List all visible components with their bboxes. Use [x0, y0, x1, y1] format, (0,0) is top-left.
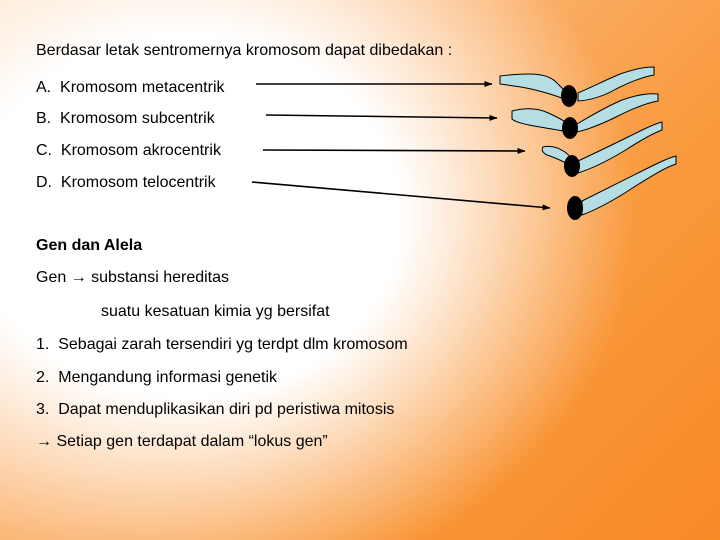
type-a-label: Kromosom metacentrik [60, 79, 225, 96]
right-arrow-icon: → [36, 433, 52, 450]
section-title: Gen dan Alela [36, 237, 143, 254]
type-c-marker: C. [36, 142, 52, 159]
pointer-line-c [263, 150, 525, 151]
intro-text: Berdasar letak sentromernya kromosom dapat dibedakan : [36, 42, 453, 59]
point-2-text: Mengandung informasi genetik [58, 369, 278, 386]
gen-word: Gen [36, 269, 67, 286]
type-c-label: Kromosom akrocentrik [60, 142, 221, 159]
type-b-marker: B. [36, 110, 52, 127]
point-3-text: Dapat menduplikasikan diri pd peristiwa mitosis [58, 401, 395, 418]
type-d-label: Kromosom telocentrik [60, 174, 216, 191]
point-2-marker: 2. [36, 369, 50, 386]
type-d-marker: D. [36, 174, 52, 191]
point-1-marker: 1. [36, 336, 50, 353]
right-arrow-icon: → [70, 269, 87, 286]
gen-def-2: suatu kesatuan kimia yg bersifat [101, 303, 330, 320]
type-b-label: Kromosom subcentrik [60, 110, 215, 127]
pointer-line-b [266, 115, 497, 118]
pointer-line-d [252, 182, 550, 208]
point-3-marker: 3. [36, 401, 50, 418]
point-1-text: Sebagai zarah tersendiri yg terdpt dlm kromosom [58, 336, 408, 353]
type-a-marker: A. [36, 79, 52, 96]
gen-def-1: substansi hereditas [91, 269, 230, 286]
conclusion-text: Setiap gen terdapat dalam “lokus gen” [56, 433, 328, 450]
